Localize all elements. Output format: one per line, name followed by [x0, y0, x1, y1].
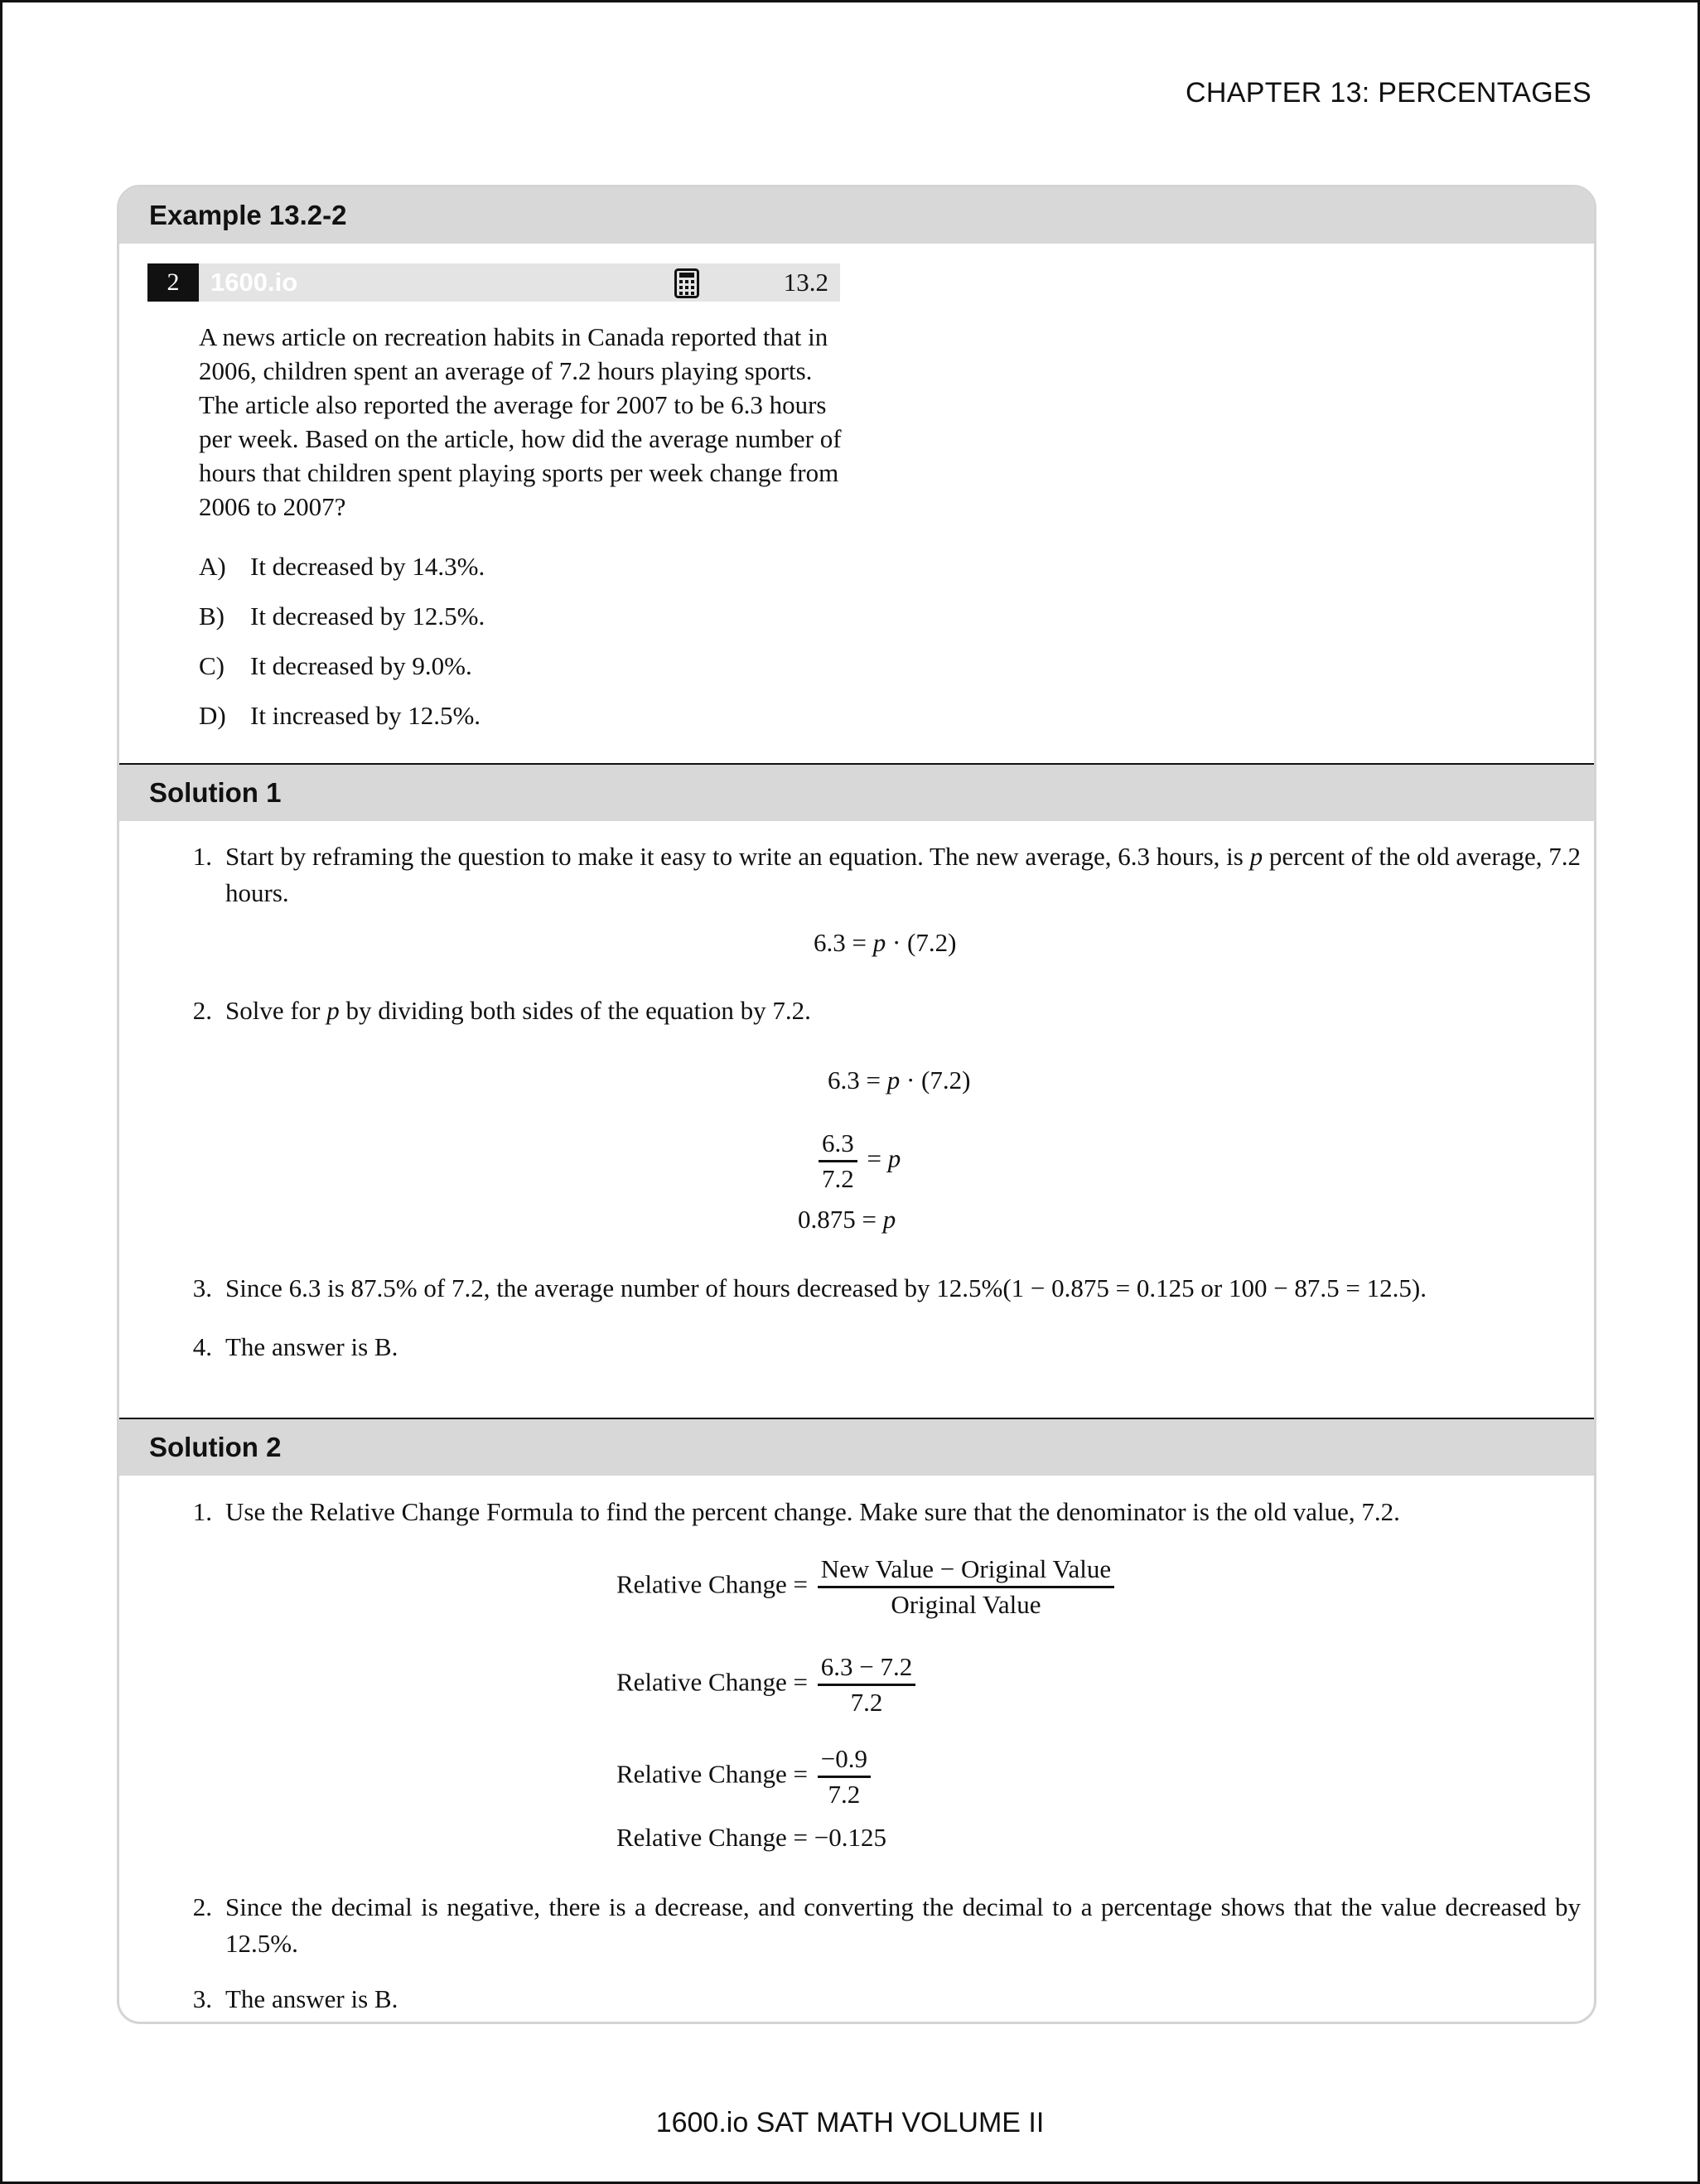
- solution-1-title: Solution 1: [119, 765, 1594, 821]
- relative-change-step: Relative Change = $\frac{6.3 - 7.2}{7.2}$: [616, 1650, 919, 1719]
- equation: 6.3 = p · (7.2): [828, 1065, 971, 1094]
- example-title: Example 13.2-2: [119, 187, 1594, 244]
- choice-b: B) It decreased by 12.5%.: [199, 602, 485, 631]
- solution-1-step-3: 3. Since 6.3 is 87.5% of 7.2, the average number of hours decreased by 12.5%(1 − 0.875 = 0.125 or 100 − 87.5 = 12.5).: [192, 1273, 1427, 1302]
- fraction: $\frac{6.3 - 7.2}{7.2}$: [818, 1650, 915, 1719]
- fraction: $\frac{\text{New Value − Original Value}}{\text{Original Value}}$: [818, 1553, 1114, 1621]
- solution-2-step-1: 1. Use the Relative Change Formula to find the percent change. Make sure that the denominator is the old value, 7.2.: [192, 1497, 1400, 1526]
- choice-d: D) It increased by 12.5%.: [199, 701, 481, 730]
- fraction: $\frac{6.3}{7.2}$: [819, 1127, 857, 1196]
- fraction: $\frac{-0.9}{7.2}$: [818, 1742, 871, 1811]
- solution-2-title: Solution 2: [119, 1419, 1594, 1476]
- equation: 0.875 = p: [798, 1205, 896, 1234]
- choice-a: A) It decreased by 14.3%.: [199, 552, 485, 581]
- solution-1-step-2: 2. Solve for p by dividing both sides of the equation by 7.2.: [192, 996, 811, 1025]
- solution-2-step-3: 3. The answer is B.: [192, 1984, 398, 2013]
- chapter-header: CHAPTER 13: PERCENTAGES: [1186, 77, 1591, 109]
- question-number: 2: [147, 263, 199, 302]
- section-number: 13.2: [783, 268, 828, 297]
- solution-2-step-2: 2. Since the decimal is negative, there is a decrease, and converting the decimal to a percentage shows that the value decreased by 12.5%.: [192, 1892, 1581, 1958]
- calculator-icon: [674, 268, 699, 298]
- choice-c: C) It decreased by 9.0%.: [199, 651, 472, 680]
- page-footer: 1600.io SAT MATH VOLUME II: [655, 2107, 1045, 2138]
- solution-1-step-1: 1. Start by reframing the question to make it easy to write an equation. The new average, 6.3 hours, is p percent of the old average, 7.2 hours.: [192, 842, 1581, 907]
- relative-change-step: Relative Change = $\frac{-0.9}{7.2}$: [616, 1742, 874, 1811]
- fraction-equation: $\frac{6.3}{7.2}$ = p: [815, 1127, 901, 1196]
- question-text: A news article on recreation habits in Canada reported that in 2006, children spent an average of 7.2 hours playing sports. The article also reported the average for 2007 to be 6.3 hours per week. Based on the article, how did the average number of hours that children spent playing sports per week change from 2006 to 2007?: [199, 322, 842, 521]
- brand-label: 1600.io: [210, 268, 298, 297]
- example-card: [117, 185, 1596, 2024]
- equation: 6.3 = p · (7.2): [814, 928, 957, 957]
- question-bar: [147, 263, 840, 302]
- answer-choices: [199, 542, 485, 741]
- solution-1-step-4: 4. The answer is B.: [192, 1332, 398, 1361]
- relative-change-formula: Relative Change = $\frac{\text{New Value − Original Value}}{\text{Original Value}}$: [616, 1553, 1118, 1621]
- relative-change-result: Relative Change = −0.125: [616, 1823, 886, 1852]
